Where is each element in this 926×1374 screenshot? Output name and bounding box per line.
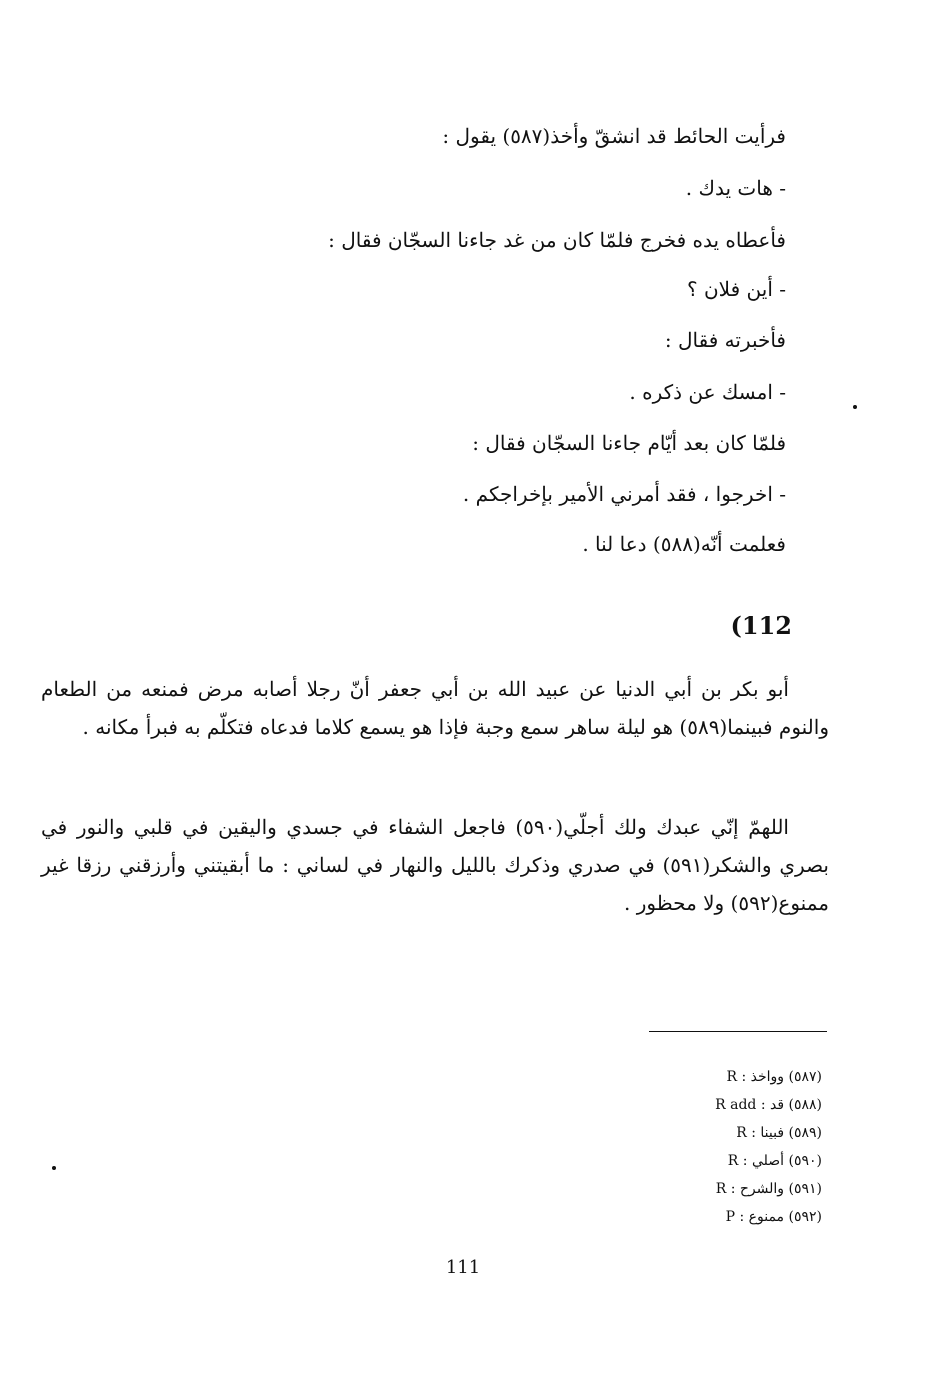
dialogue-line: - اخرجوا ، فقد أمرني الأمير بإخراجكم . [462,482,786,506]
dialogue-line: فلمّا كان بعد أيّام جاءنا السجّان فقال : [472,431,786,455]
dialogue-line: - امسك عن ذكره . [629,380,786,404]
section-number: (112 [730,611,792,640]
footnote: (٥٨٧) وواخذ : R [726,1069,822,1085]
paragraph-prayer: اللهمّ إنّي عبدك ولك أجلّي(٥٩٠) فاجعل الشفاء في جسدي واليقين في قلبي والنور في بصري والشكر(٥٩١) في صدري وذكرك بالليل والنهار في لساني : ما أبقيتني وأرزقني رزقا غير ممنوع(٥٩٢) ولا محظور . [41,815,829,915]
scan-speck [52,1166,56,1170]
dialogue-line: - هات يدك . [685,176,786,200]
page-number: 111 [445,1257,481,1278]
footnote: (٥٩٠) أصلي : R [727,1153,822,1169]
footnote: (٥٨٩) فبينا : R [736,1125,822,1141]
paragraph-narrative: أبو بكر بن أبي الدنيا عن عبيد الله بن أبي جعفر أنّ رجلا أصابه مرض فمنعه من الطعام والنوم فبينما(٥٨٩) هو ليلة ساهر سمع وجبة فإذا هو يسمع كلاما فدعاه فتكلّم به فبرأ مكانه . [41,677,829,739]
footnote: (٥٩٢) ممنوع : P [725,1209,822,1225]
footnote-divider [649,1031,827,1032]
scan-speck [853,405,857,409]
footnotes [582,1063,822,1231]
dialogue-line: فعلمت أنّه(٥٨٨) دعا لنا . [582,532,786,556]
dialogue-line: فأخبرته فقال : [664,328,786,352]
dialogue-line: - أين فلان ؟ [687,277,786,301]
dialogue-line: فأعطاه يده فخرج فلمّا كان من غد جاءنا السجّان فقال : [328,228,786,252]
dialogue-line: فرأيت الحائط قد انشقّ وأخذ(٥٨٧) يقول : [442,124,786,148]
footnote: (٥٨٨) قد : R add [715,1097,822,1113]
footnote: (٥٩١) والشرح : R [715,1181,822,1197]
